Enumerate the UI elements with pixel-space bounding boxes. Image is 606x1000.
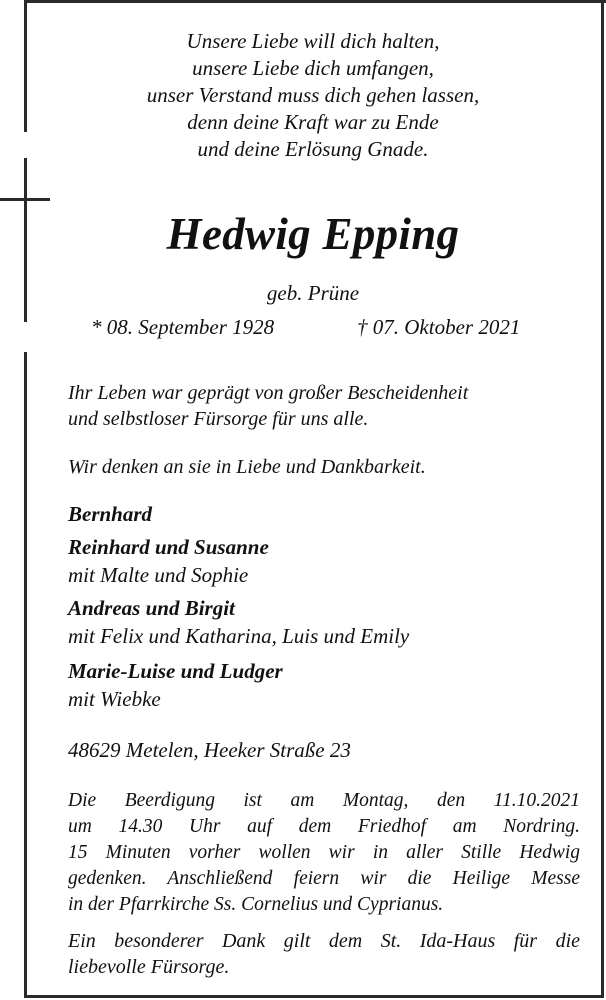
- poem-line: denn deine Kraft war zu Ende: [187, 110, 439, 134]
- gratitude-line: Wir denken an sie in Liebe und Dankbarkeit.: [68, 456, 426, 478]
- family-member-name: Reinhard und Susanne: [68, 535, 269, 559]
- thanks-text: [68, 928, 580, 980]
- funeral-line: um 14.30 Uhr auf dem Friedhof am Nordring.: [68, 816, 580, 837]
- poem-line: unsere Liebe dich umfangen,: [192, 56, 434, 80]
- family-member-children: mit Malte und Sophie: [68, 563, 249, 587]
- birth-name: geb. Prüne: [266, 281, 360, 305]
- death-date: † 07. Oktober 2021: [357, 315, 521, 339]
- gratitude-text: [68, 454, 582, 480]
- family-group: [68, 533, 588, 589]
- poem-line: und deine Erlösung Gnade.: [197, 137, 429, 161]
- funeral-line: Die Beerdigung ist am Montag, den 11.10.2021: [68, 790, 580, 811]
- poem-line: Unsere Liebe will dich halten,: [186, 29, 440, 53]
- birth-date: * 08. September 1928: [91, 315, 275, 339]
- funeral-line: in der Pfarrkirche Ss. Cornelius und Cyprianus.: [68, 894, 444, 915]
- funeral-line: gedenken. Anschließend feiern wir die Heilige Messe: [68, 868, 580, 889]
- family-member-children: mit Wiebke: [68, 687, 161, 711]
- thanks-line: liebevolle Fürsorge.: [68, 956, 230, 978]
- frame-bottom-border: [24, 995, 604, 998]
- family-member-name: Bernhard: [68, 502, 153, 526]
- frame-top-border: [24, 0, 606, 3]
- family-group: [68, 594, 588, 650]
- family-member-name: Marie-Luise und Ludger: [68, 659, 283, 683]
- funeral-line: 15 Minuten vorher wollen wir in aller Stille Hedwig: [68, 842, 580, 863]
- frame-left-border-lower: [24, 352, 27, 998]
- frame-left-border-upper: [24, 0, 27, 132]
- frame-right-border: [601, 0, 604, 998]
- memorial-poem: [30, 28, 596, 163]
- poem-line: unser Verstand muss dich gehen lassen,: [146, 83, 480, 107]
- family-member-name: Andreas und Birgit: [68, 596, 235, 620]
- cross-icon-horizontal-bar: [0, 198, 50, 201]
- family-member-children: mit Felix und Katharina, Luis und Emily: [68, 624, 410, 648]
- family-group: [68, 657, 588, 713]
- tribute-text: [68, 380, 582, 432]
- funeral-info: [68, 788, 580, 918]
- family-group: [68, 500, 588, 528]
- tribute-line: und selbstloser Fürsorge für uns alle.: [68, 408, 369, 430]
- deceased-name: Hedwig Epping: [166, 209, 460, 259]
- thanks-line: Ein besonderer Dank gilt dem St. Ida-Haus für die: [68, 930, 580, 952]
- tribute-line: Ihr Leben war geprägt von großer Bescheidenheit: [68, 382, 469, 404]
- cross-icon-vertical-bar: [24, 158, 27, 322]
- family-address: 48629 Metelen, Heeker Straße 23: [68, 738, 351, 762]
